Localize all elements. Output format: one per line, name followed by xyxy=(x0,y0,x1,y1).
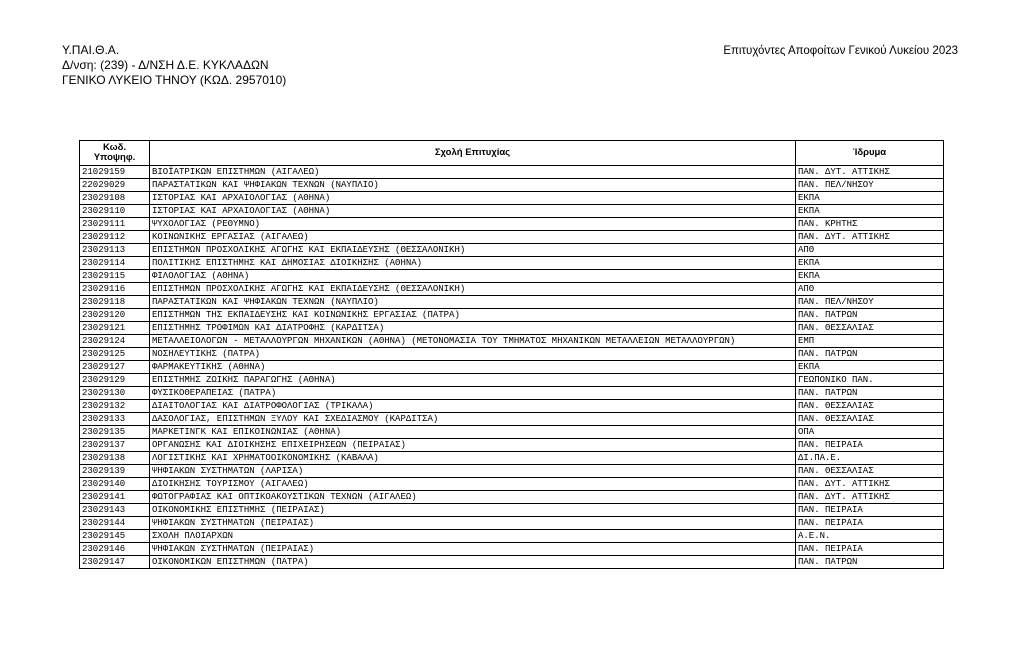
candidate-code-cell: 23029144 xyxy=(80,517,150,530)
institution-cell: ΠΑΝ. ΠΑΤΡΩΝ xyxy=(796,309,944,322)
report-title: Επιτυχόντες Αποφοίτων Γενικού Λυκείου 2023 xyxy=(723,45,958,57)
school-cell: ΠΑΡΑΣΤΑΤΙΚΩΝ ΚΑΙ ΨΗΦΙΑΚΩΝ ΤΕΧΝΩΝ (ΝΑΥΠΛΙΟ) xyxy=(150,179,796,192)
table-row xyxy=(80,400,944,413)
candidate-code-cell: 23029110 xyxy=(80,205,150,218)
candidate-code-cell: 23029135 xyxy=(80,426,150,439)
table-body xyxy=(80,166,944,569)
institution-cell: ΠΑΝ. ΠΑΤΡΩΝ xyxy=(796,387,944,400)
table-row xyxy=(80,179,944,192)
candidate-code-cell: 23029112 xyxy=(80,231,150,244)
school-cell: ΨΗΦΙΑΚΩΝ ΣΥΣΤΗΜΑΤΩΝ (ΠΕΙΡΑΙΑΣ) xyxy=(150,517,796,530)
directorate-line: Δ/νση: (239) - Δ/ΝΣΗ Δ.Ε. ΚΥΚΛΑΔΩΝ xyxy=(62,58,269,72)
results-table xyxy=(79,140,944,569)
institution-cell: ΔΙ.ΠΑ.Ε. xyxy=(796,452,944,465)
candidate-code-cell: 23029114 xyxy=(80,257,150,270)
school-cell: ΕΠΙΣΤΗΜΗΣ ΖΩΙΚΗΣ ΠΑΡΑΓΩΓΗΣ (ΑΘΗΝΑ) xyxy=(150,374,796,387)
table-row xyxy=(80,166,944,179)
table-row xyxy=(80,439,944,452)
table-row xyxy=(80,309,944,322)
institution-cell: ΠΑΝ. ΠΑΤΡΩΝ xyxy=(796,556,944,569)
table-row xyxy=(80,491,944,504)
table-row xyxy=(80,257,944,270)
institution-cell: ΕΚΠΑ xyxy=(796,192,944,205)
school-cell: ΠΟΛΙΤΙΚΗΣ ΕΠΙΣΤΗΜΗΣ ΚΑΙ ΔΗΜΟΣΙΑΣ ΔΙΟΙΚΗΣΗΣ (ΑΘΗΝΑ) xyxy=(150,257,796,270)
table-header-row xyxy=(80,141,944,166)
table-row xyxy=(80,465,944,478)
institution-cell: ΠΑΝ. ΠΕΙΡΑΙΑ xyxy=(796,504,944,517)
table-row xyxy=(80,478,944,491)
institution-cell: ΠΑΝ. ΚΡΗΤΗΣ xyxy=(796,218,944,231)
school-cell: ΨΗΦΙΑΚΩΝ ΣΥΣΤΗΜΑΤΩΝ (ΛΑΡΙΣΑ) xyxy=(150,465,796,478)
candidate-code-cell: 21029159 xyxy=(80,166,150,179)
candidate-code-cell: 23029115 xyxy=(80,270,150,283)
institution-cell: ΕΚΠΑ xyxy=(796,257,944,270)
school-cell: ΕΠΙΣΤΗΜΩΝ ΠΡΟΣΧΟΛΙΚΗΣ ΑΓΩΓΗΣ ΚΑΙ ΕΚΠΑΙΔΕΥΣΗΣ (ΘΕΣΣΑΛΟΝΙΚΗ) xyxy=(150,244,796,257)
school-cell: ΦΑΡΜΑΚΕΥΤΙΚΗΣ (ΑΘΗΝΑ) xyxy=(150,361,796,374)
institution-cell: ΕΚΠΑ xyxy=(796,205,944,218)
institution-cell: ΠΑΝ. ΘΕΣΣΑΛΙΑΣ xyxy=(796,322,944,335)
candidate-code-cell: 23029113 xyxy=(80,244,150,257)
school-cell: ΒΙΟΪΑΤΡΙΚΩΝ ΕΠΙΣΤΗΜΩΝ (ΑΙΓΑΛΕΩ) xyxy=(150,166,796,179)
table-row xyxy=(80,270,944,283)
candidate-code-cell: 23029125 xyxy=(80,348,150,361)
candidate-code-cell: 23029130 xyxy=(80,387,150,400)
candidate-code-cell: 23029118 xyxy=(80,296,150,309)
institution-cell: Α.Ε.Ν. xyxy=(796,530,944,543)
table-row xyxy=(80,426,944,439)
institution-cell: ΑΠΘ xyxy=(796,244,944,257)
institution-cell: ΠΑΝ. ΔΥΤ. ΑΤΤΙΚΗΣ xyxy=(796,231,944,244)
candidate-code-cell: 23029132 xyxy=(80,400,150,413)
document-header xyxy=(62,43,286,88)
table-row xyxy=(80,335,944,348)
candidate-code-cell: 23029133 xyxy=(80,413,150,426)
candidate-code-cell: 23029139 xyxy=(80,465,150,478)
table-row xyxy=(80,452,944,465)
school-cell: ΙΣΤΟΡΙΑΣ ΚΑΙ ΑΡΧΑΙΟΛΟΓΙΑΣ (ΑΘΗΝΑ) xyxy=(150,205,796,218)
table-row xyxy=(80,231,944,244)
column-header-institution: Ίδρυμα xyxy=(796,141,944,166)
school-cell: ΝΟΣΗΛΕΥΤΙΚΗΣ (ΠΑΤΡΑ) xyxy=(150,348,796,361)
column-header-school: Σχολή Επιτυχίας xyxy=(150,141,796,166)
school-cell: ΣΧΟΛΗ ΠΛΟΙΑΡΧΩΝ xyxy=(150,530,796,543)
institution-cell: ΠΑΝ. ΔΥΤ. ΑΤΤΙΚΗΣ xyxy=(796,478,944,491)
candidate-code-cell: 23029129 xyxy=(80,374,150,387)
candidate-code-cell: 23029143 xyxy=(80,504,150,517)
table-row xyxy=(80,192,944,205)
school-line: ΓΕΝΙΚΟ ΛΥΚΕΙΟ ΤΗΝΟΥ (ΚΩΔ. 2957010) xyxy=(62,73,287,87)
institution-cell: ΕΚΠΑ xyxy=(796,270,944,283)
institution-cell: ΕΚΠΑ xyxy=(796,361,944,374)
school-cell: ΕΠΙΣΤΗΜΩΝ ΠΡΟΣΧΟΛΙΚΗΣ ΑΓΩΓΗΣ ΚΑΙ ΕΚΠΑΙΔΕΥΣΗΣ (ΘΕΣΣΑΛΟΝΙΚΗ) xyxy=(150,283,796,296)
school-cell: ΚΟΙΝΩΝΙΚΗΣ ΕΡΓΑΣΙΑΣ (ΑΙΓΑΛΕΩ) xyxy=(150,231,796,244)
school-cell: ΛΟΓΙΣΤΙΚΗΣ ΚΑΙ ΧΡΗΜΑΤΟΟΙΚΟΝΟΜΙΚΗΣ (ΚΑΒΑΛΑ) xyxy=(150,452,796,465)
candidate-code-cell: 23029138 xyxy=(80,452,150,465)
school-cell: ΔΙΟΙΚΗΣΗΣ ΤΟΥΡΙΣΜΟΥ (ΑΙΓΑΛΕΩ) xyxy=(150,478,796,491)
table-row xyxy=(80,504,944,517)
institution-cell: ΓΕΩΠΟΝΙΚΟ ΠΑΝ. xyxy=(796,374,944,387)
school-cell: ΨΥΧΟΛΟΓΙΑΣ (ΡΕΘΥΜΝΟ) xyxy=(150,218,796,231)
table-row xyxy=(80,517,944,530)
org-line: Υ.ΠΑΙ.Θ.Α. xyxy=(62,43,120,57)
school-cell: ΜΑΡΚΕΤΙΝΓΚ ΚΑΙ ΕΠΙΚΟΙΝΩΝΙΑΣ (ΑΘΗΝΑ) xyxy=(150,426,796,439)
school-cell: ΟΡΓΑΝΩΣΗΣ ΚΑΙ ΔΙΟΙΚΗΣΗΣ ΕΠΙΧΕΙΡΗΣΕΩΝ (ΠΕΙΡΑΙΑΣ) xyxy=(150,439,796,452)
institution-cell: ΕΜΠ xyxy=(796,335,944,348)
table-row xyxy=(80,374,944,387)
table-row xyxy=(80,322,944,335)
table-row xyxy=(80,387,944,400)
school-cell: ΔΙΑΙΤΟΛΟΓΙΑΣ ΚΑΙ ΔΙΑΤΡΟΦΟΛΟΓΙΑΣ (ΤΡΙΚΑΛΑ) xyxy=(150,400,796,413)
institution-cell: ΠΑΝ. ΔΥΤ. ΑΤΤΙΚΗΣ xyxy=(796,491,944,504)
institution-cell: ΠΑΝ. ΠΕΙΡΑΙΑ xyxy=(796,439,944,452)
table-row xyxy=(80,348,944,361)
candidate-code-cell: 23029111 xyxy=(80,218,150,231)
table-row xyxy=(80,361,944,374)
institution-cell: ΠΑΝ. ΠΑΤΡΩΝ xyxy=(796,348,944,361)
school-cell: ΟΙΚΟΝΟΜΙΚΗΣ ΕΠΙΣΤΗΜΗΣ (ΠΕΙΡΑΙΑΣ) xyxy=(150,504,796,517)
institution-cell: ΠΑΝ. ΠΕΙΡΑΙΑ xyxy=(796,543,944,556)
table-row xyxy=(80,218,944,231)
school-cell: ΔΑΣΟΛΟΓΙΑΣ, ΕΠΙΣΤΗΜΩΝ ΞΥΛΟΥ ΚΑΙ ΣΧΕΔΙΑΣΜΟΥ (ΚΑΡΔΙΤΣΑ) xyxy=(150,413,796,426)
candidate-code-cell: 23029108 xyxy=(80,192,150,205)
candidate-code-cell: 23029146 xyxy=(80,543,150,556)
candidate-code-cell: 22029029 xyxy=(80,179,150,192)
candidate-code-cell: 23029116 xyxy=(80,283,150,296)
school-cell: ΦΩΤΟΓΡΑΦΙΑΣ ΚΑΙ ΟΠΤΙΚΟΑΚΟΥΣΤΙΚΩΝ ΤΕΧΝΩΝ (ΑΙΓΑΛΕΩ) xyxy=(150,491,796,504)
candidate-code-cell: 23029127 xyxy=(80,361,150,374)
institution-cell: ΟΠΑ xyxy=(796,426,944,439)
institution-cell: ΠΑΝ. ΘΕΣΣΑΛΙΑΣ xyxy=(796,465,944,478)
candidate-code-cell: 23029121 xyxy=(80,322,150,335)
table-row xyxy=(80,296,944,309)
institution-cell: ΠΑΝ. ΘΕΣΣΑΛΙΑΣ xyxy=(796,413,944,426)
candidate-code-cell: 23029141 xyxy=(80,491,150,504)
table-row xyxy=(80,530,944,543)
institution-cell: ΠΑΝ. ΘΕΣΣΑΛΙΑΣ xyxy=(796,400,944,413)
table-row xyxy=(80,543,944,556)
candidate-code-cell: 23029147 xyxy=(80,556,150,569)
candidate-code-cell: 23029124 xyxy=(80,335,150,348)
table-row xyxy=(80,413,944,426)
table-row xyxy=(80,205,944,218)
column-header-candidate-code: Κωδ. Υποψηφ. xyxy=(80,141,150,166)
institution-cell: ΠΑΝ. ΠΕΛ/ΝΗΣΟΥ xyxy=(796,296,944,309)
institution-cell: ΠΑΝ. ΠΕΙΡΑΙΑ xyxy=(796,517,944,530)
school-cell: ΦΙΛΟΛΟΓΙΑΣ (ΑΘΗΝΑ) xyxy=(150,270,796,283)
school-cell: ΨΗΦΙΑΚΩΝ ΣΥΣΤΗΜΑΤΩΝ (ΠΕΙΡΑΙΑΣ) xyxy=(150,543,796,556)
school-cell: ΜΕΤΑΛΛΕΙΟΛΟΓΩΝ - ΜΕΤΑΛΛΟΥΡΓΩΝ ΜΗΧΑΝΙΚΩΝ (ΑΘΗΝΑ) (ΜΕΤΟΝΟΜΑΣΙΑ ΤΟΥ ΤΜΗΜΑΤΟΣ ΜΗΧΑΝΙΚΩΝ ΜΕΤΑΛΛΕΙΩΝ ΜΕΤΑΛΛΟΥΡΓΩΝ) xyxy=(150,335,796,348)
candidate-code-cell: 23029137 xyxy=(80,439,150,452)
candidate-code-cell: 23029140 xyxy=(80,478,150,491)
school-cell: ΕΠΙΣΤΗΜΩΝ ΤΗΣ ΕΚΠΑΙΔΕΥΣΗΣ ΚΑΙ ΚΟΙΝΩΝΙΚΗΣ ΕΡΓΑΣΙΑΣ (ΠΑΤΡΑ) xyxy=(150,309,796,322)
institution-cell: ΠΑΝ. ΔΥΤ. ΑΤΤΙΚΗΣ xyxy=(796,166,944,179)
school-cell: ΟΙΚΟΝΟΜΙΚΩΝ ΕΠΙΣΤΗΜΩΝ (ΠΑΤΡΑ) xyxy=(150,556,796,569)
school-cell: ΙΣΤΟΡΙΑΣ ΚΑΙ ΑΡΧΑΙΟΛΟΓΙΑΣ (ΑΘΗΝΑ) xyxy=(150,192,796,205)
candidate-code-cell: 23029120 xyxy=(80,309,150,322)
table-row xyxy=(80,283,944,296)
institution-cell: ΠΑΝ. ΠΕΛ/ΝΗΣΟΥ xyxy=(796,179,944,192)
table-row xyxy=(80,556,944,569)
school-cell: ΕΠΙΣΤΗΜΗΣ ΤΡΟΦΙΜΩΝ ΚΑΙ ΔΙΑΤΡΟΦΗΣ (ΚΑΡΔΙΤΣΑ) xyxy=(150,322,796,335)
table-row xyxy=(80,244,944,257)
institution-cell: ΑΠΘ xyxy=(796,283,944,296)
candidate-code-cell: 23029145 xyxy=(80,530,150,543)
school-cell: ΦΥΣΙΚΟΘΕΡΑΠΕΙΑΣ (ΠΑΤΡΑ) xyxy=(150,387,796,400)
school-cell: ΠΑΡΑΣΤΑΤΙΚΩΝ ΚΑΙ ΨΗΦΙΑΚΩΝ ΤΕΧΝΩΝ (ΝΑΥΠΛΙΟ) xyxy=(150,296,796,309)
